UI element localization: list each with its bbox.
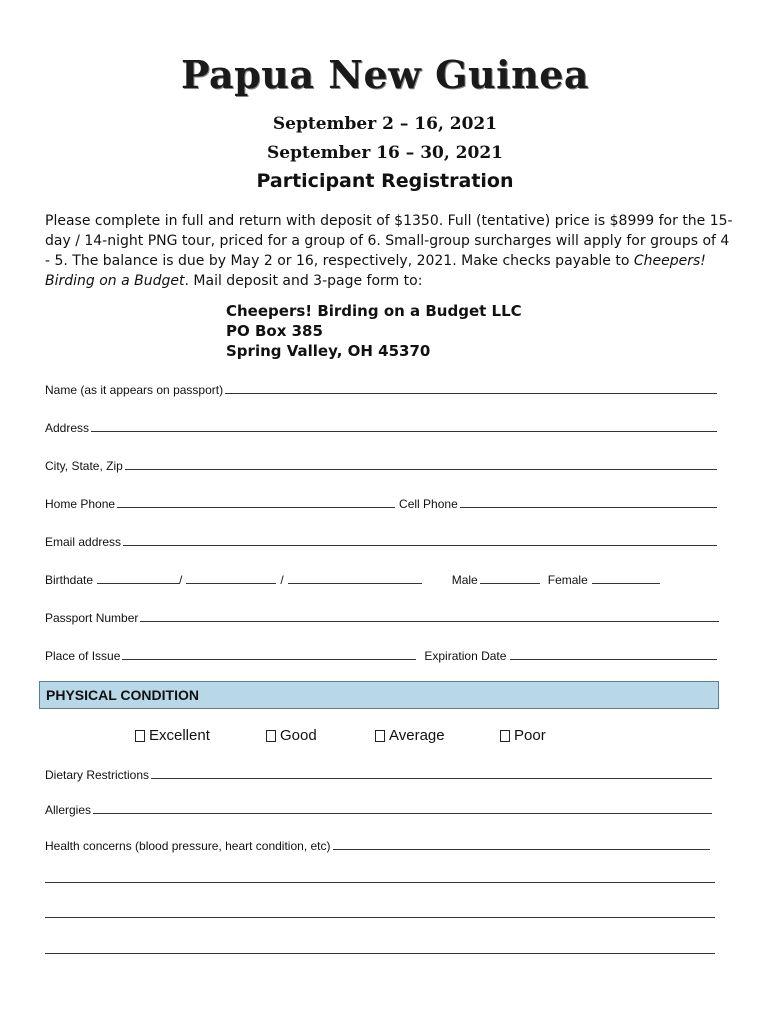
phone-row: [45, 491, 717, 511]
health-field[interactable]: [333, 835, 711, 850]
cell-phone-label: Cell Phone: [399, 497, 458, 511]
checkbox-icon[interactable]: [266, 730, 276, 742]
email-label: Email address: [45, 535, 122, 549]
health-extra-line-2[interactable]: [45, 917, 715, 918]
condition-option-excellent[interactable]: [135, 727, 210, 744]
checkbox-icon[interactable]: [500, 730, 510, 742]
address-line-2: PO Box 385: [226, 322, 323, 340]
home-phone-label: Home Phone: [45, 497, 116, 511]
home-phone-field[interactable]: [117, 493, 395, 508]
birth-year-field[interactable]: [288, 569, 422, 584]
city-row: [45, 453, 717, 473]
health-extra-line-1[interactable]: [45, 882, 715, 883]
address-line-1: Cheepers! Birding on a Budget LLC: [226, 302, 522, 320]
form-subtitle: Participant Registration: [256, 170, 514, 192]
mailing-address: [226, 301, 522, 361]
date-range-1: September 2 – 16, 2021: [272, 114, 498, 134]
name-label: Name (as it appears on passport): [45, 383, 224, 397]
male-label: Male: [451, 573, 478, 587]
condition-label: Good: [280, 727, 317, 744]
condition-label: Average: [389, 727, 445, 744]
condition-label: Excellent: [149, 727, 210, 744]
date-separator: /: [179, 573, 183, 587]
dietary-label: Dietary Restrictions: [45, 768, 150, 782]
allergies-row: [45, 797, 712, 817]
female-label: Female: [547, 573, 588, 587]
passport-row: [45, 605, 719, 625]
cell-phone-field[interactable]: [460, 493, 717, 508]
date-separator: /: [280, 573, 284, 587]
page-title: Papua New Guinea: [180, 52, 590, 97]
address-row: [45, 415, 717, 435]
email-field[interactable]: [123, 531, 717, 546]
expiration-date-field[interactable]: [510, 645, 717, 660]
condition-option-good[interactable]: [266, 727, 317, 744]
physical-condition-heading: PHYSICAL CONDITION: [39, 681, 719, 709]
issue-row: [45, 643, 717, 663]
passport-number-field[interactable]: [140, 607, 719, 622]
city-state-zip-label: City, State, Zip: [45, 459, 123, 473]
name-field[interactable]: [225, 379, 717, 394]
address-field[interactable]: [91, 417, 717, 432]
address-line-3: Spring Valley, OH 45370: [226, 342, 431, 360]
condition-option-poor[interactable]: [500, 727, 546, 744]
email-row: [45, 529, 717, 549]
intro-text-start: Please complete in full and return with deposit of $1350. Full (tentative) price is $8999 for the 15-day / 14-night PNG tour, priced for a group of 6. Small-group surcharges will apply for groups of 4 - 5. The balance is due by May 2 or 16, respectively, 2021. Make checks payable to: [45, 213, 733, 269]
checkbox-icon[interactable]: [135, 730, 145, 742]
allergies-field[interactable]: [93, 799, 712, 814]
birth-month-field[interactable]: [97, 569, 179, 584]
checkbox-icon[interactable]: [375, 730, 385, 742]
allergies-label: Allergies: [45, 803, 92, 817]
condition-options: [0, 727, 770, 749]
birthdate-label: Birthdate: [45, 573, 94, 587]
intro-company-name: Cheepers! Birding on a Budget: [45, 253, 706, 289]
health-label: Health concerns (blood pressure, heart condition, etc): [45, 839, 331, 853]
passport-number-label: Passport Number: [45, 611, 139, 625]
birth-day-field[interactable]: [186, 569, 276, 584]
expiration-date-label: Expiration Date: [424, 649, 507, 663]
date-range-2: September 16 – 30, 2021: [266, 143, 504, 163]
dietary-row: [45, 762, 712, 782]
dietary-field[interactable]: [151, 764, 712, 779]
city-state-zip-field[interactable]: [125, 455, 717, 470]
name-row: [45, 377, 717, 397]
place-of-issue-field[interactable]: [122, 645, 416, 660]
place-of-issue-label: Place of Issue: [45, 649, 121, 663]
address-label: Address: [45, 421, 90, 435]
male-field[interactable]: [480, 569, 540, 584]
health-extra-line-3[interactable]: [45, 953, 715, 954]
intro-text-end: . Mail deposit and 3-page form to:: [184, 273, 423, 289]
health-row: [45, 833, 710, 853]
female-field[interactable]: [592, 569, 660, 584]
intro-paragraph: [45, 211, 735, 291]
birthdate-row: [45, 567, 717, 587]
condition-label: Poor: [514, 727, 546, 744]
condition-option-average[interactable]: [375, 727, 445, 744]
